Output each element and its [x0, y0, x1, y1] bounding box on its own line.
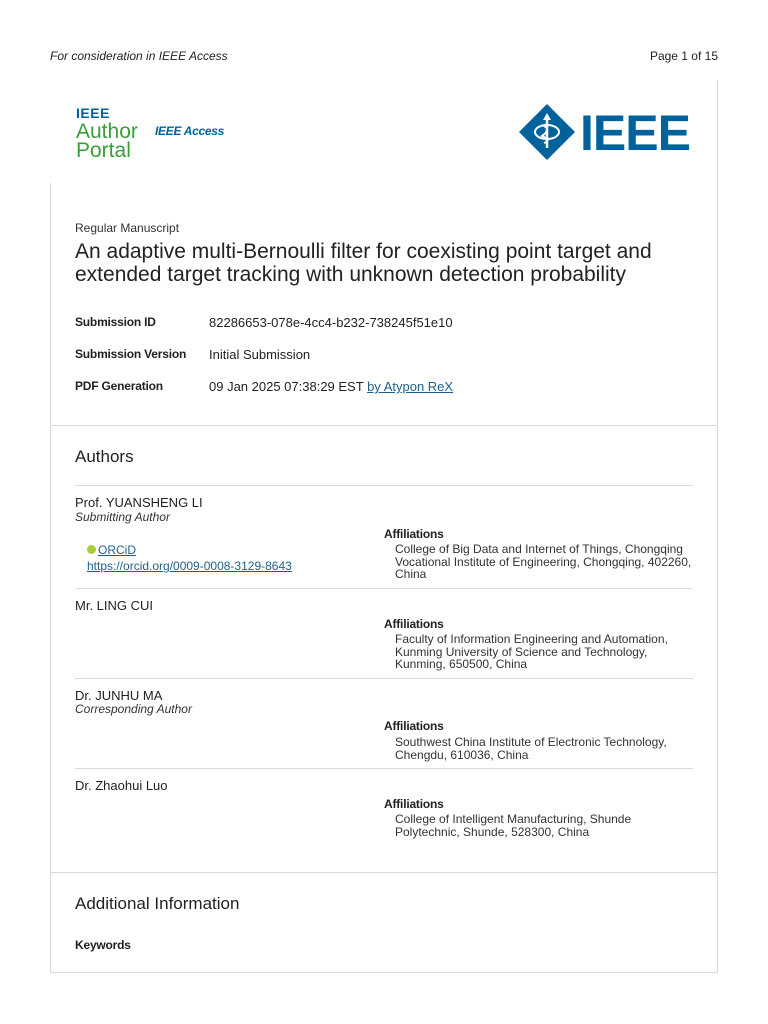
ieee-wordmark: IEEE: [580, 105, 690, 161]
section-divider: [50, 872, 718, 873]
portal-logo-portal: Portal: [76, 139, 131, 162]
author-affiliation: Faculty of Information Engineering and Automation, Kunming University of Science and Technology, Kunming, 650500, China: [395, 632, 668, 671]
orcid-row: [87, 543, 136, 557]
orcid-icon: [87, 545, 96, 554]
ieee-access-logo: IEEE Access: [155, 124, 224, 138]
author-name: Prof. YUANSHENG LI: [75, 495, 203, 510]
author-affiliation: College of Intelligent Manufacturing, Shunde Polytechnic, Shunde, 528300, China: [395, 812, 632, 839]
pdf-generation-value: [209, 379, 453, 394]
author-role: Corresponding Author: [75, 702, 192, 716]
submission-id-value: 82286653-078e-4cc4-b232-738245f51e10: [209, 315, 453, 330]
affiliations-label: Affiliations: [384, 719, 444, 733]
ieee-diamond-icon: [519, 104, 575, 160]
ieee-logo: [518, 103, 696, 161]
page-title: An adaptive multi-Bernoulli filter for coexisting point target and extended target tracking with unknown detection probability: [75, 240, 652, 286]
card-left-border: [50, 183, 51, 973]
pdf-generation-label: PDF Generation: [75, 379, 163, 393]
page-number: Page 1 of 15: [649, 49, 718, 63]
orcid-url-link[interactable]: https://orcid.org/0009-0008-3129-8643: [87, 559, 292, 573]
author-name: Mr. LING CUI: [75, 598, 154, 613]
portal-logo-ieee: IEEE: [76, 105, 110, 121]
affiliations-label: Affiliations: [384, 797, 444, 811]
manuscript-type: Regular Manuscript: [75, 221, 180, 235]
affiliations-label: Affiliations: [384, 617, 444, 631]
author-affiliation: Southwest China Institute of Electronic Technology, Chengdu, 610036, China: [395, 735, 667, 762]
author-role: Submitting Author: [75, 510, 170, 524]
running-header: For consideration in IEEE Access: [50, 49, 228, 63]
orcid-link[interactable]: ORCiD: [98, 543, 136, 557]
author-affiliation: College of Big Data and Internet of Things, Chongqing Vocational Institute of Engineering, Chongqing, 402260, China: [395, 542, 692, 581]
pdf-generation-date: 09 Jan 2025 07:38:29 EST: [209, 379, 364, 394]
author-divider: [75, 588, 693, 589]
submission-version-value: Initial Submission: [209, 347, 311, 362]
section-divider: [50, 425, 718, 426]
author-name: Dr. JUNHU MA: [75, 688, 163, 703]
affiliations-label: Affiliations: [384, 527, 444, 541]
additional-info-heading: Additional Information: [75, 894, 240, 913]
author-divider: [75, 768, 693, 769]
author-name: Dr. Zhaohui Luo: [75, 778, 168, 793]
submission-id-label: Submission ID: [75, 315, 156, 329]
author-portal-logo: [76, 106, 138, 161]
authors-heading: Authors: [75, 447, 134, 466]
portal-logo-author: Author: [76, 120, 138, 143]
keywords-label: Keywords: [75, 938, 131, 952]
submission-version-label: Submission Version: [75, 347, 187, 361]
author-divider: [75, 678, 693, 679]
orcid-url-container: [87, 559, 292, 573]
author-divider: [75, 485, 693, 486]
atypon-rex-link[interactable]: by Atypon ReX: [367, 379, 454, 394]
